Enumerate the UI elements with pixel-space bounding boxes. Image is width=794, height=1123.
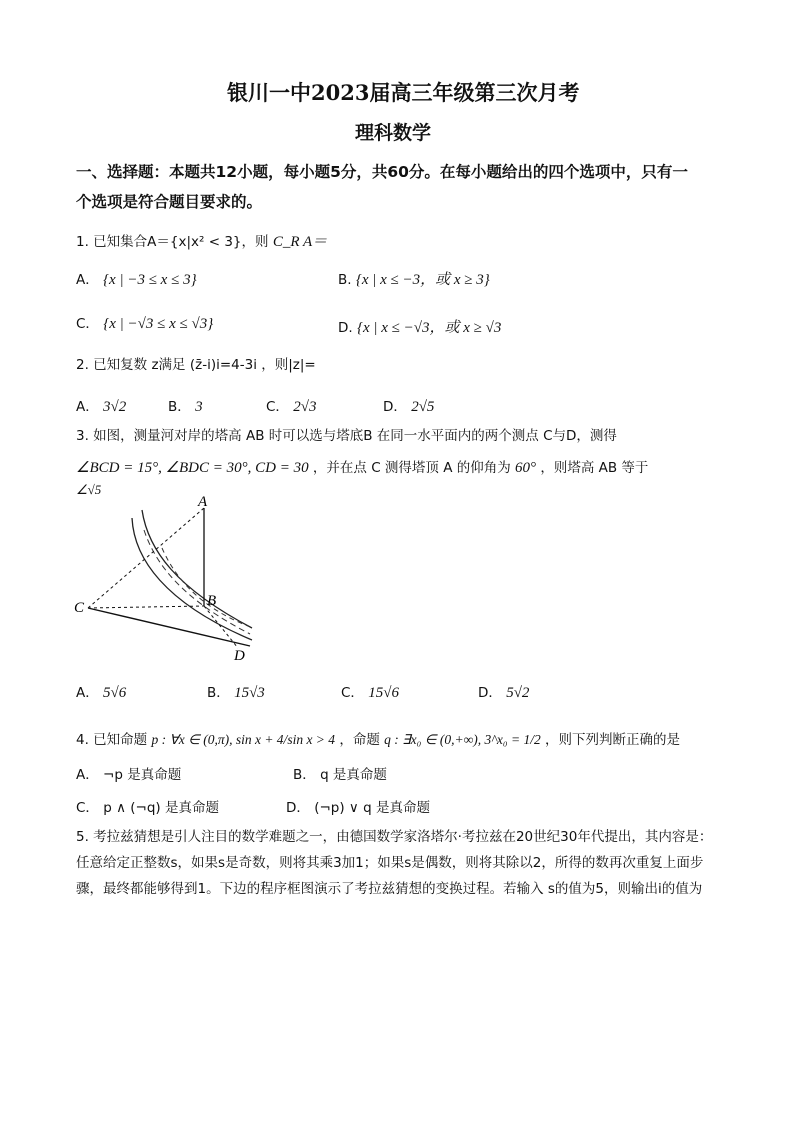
q4-proposition-q: q : ∃x₀ ∈ (0,+∞), 3^x₀ = 1/2 [384, 732, 541, 747]
q1-option-c [76, 312, 213, 333]
q1-stem-text: 1. 已知集合A＝{x|x² < 3}，则 [76, 234, 269, 250]
q1-complement-expr: C_R A＝ [272, 234, 328, 250]
q1-option-b-label: B. [338, 272, 352, 288]
q3-option-b-label: B． [207, 685, 230, 701]
q1-option-d-text: {x | x ≤ −√3，或 x ≥ √3 [356, 320, 502, 336]
q4-stem [76, 728, 680, 748]
q2-option-b-label: B． [168, 399, 191, 415]
q3-elevation-angle: 60° [515, 460, 537, 476]
q2-option-c-label: C． [266, 399, 289, 415]
q3-option-b-text: 15√3 [234, 685, 265, 701]
q1-option-b-text: {x | x ≤ −3，或 x ≥ 3} [355, 272, 490, 288]
q2-option-a-text: 3√2 [103, 399, 127, 415]
line-ca [88, 508, 204, 608]
q4-suffix: ，则下列判断正确的是 [545, 732, 680, 748]
q5-paragraph: 5. 考拉兹猜想是引人注目的数学难题之一，由德国数学家洛塔尔·考拉兹在20世纪30年代提出，其内容是：任意给定正整数s，如果s是奇数，则将其乘3加1；如果s是偶数，则将其除以2，所得的数再次重复上面步骤，最终都能够得到1。下边的程序框图演示了考拉兹猜想的变换过程。若输入 s的值为5，则输出i的值为 [76, 829, 713, 897]
q3-option-c-text: 15√6 [368, 685, 399, 701]
q2-option-b-text: 3 [195, 399, 203, 415]
q4-proposition-p: p : ∀x ∈ (0,π), sin x + 4/sin x > 4 [151, 732, 336, 747]
q4-option-d-label: D． [286, 800, 310, 816]
q4-middle: ，命题 [339, 732, 380, 748]
q3-line2-text: ，并在点 C 测得塔顶 A 的仰角为 [312, 460, 511, 476]
q2-option-a-label: A． [76, 399, 99, 415]
q3-residue-mark: ∠√5 [76, 482, 102, 497]
q2-option-c [266, 395, 316, 416]
q3-line2-end: ，则塔高 AB 等于 [540, 460, 649, 476]
q2-option-d-text: 2√5 [411, 399, 435, 415]
q1-option-a-label: A． [76, 272, 99, 288]
q2-option-d [383, 395, 434, 416]
label-c: C [74, 600, 85, 616]
q4-option-a [76, 763, 181, 783]
q3-option-c [341, 681, 399, 702]
q4-option-a-text: ¬p 是真命题 [103, 767, 182, 783]
label-a: A [198, 494, 208, 510]
section-heading-line1: 一、选择题：本题共12小题，每小题5分，共60分。在每小题给出的四个选项中，只有一 [76, 163, 688, 181]
q3-option-c-label: C． [341, 685, 364, 701]
line-cb [88, 606, 204, 608]
q4-option-c-text: p ∧ (¬q) 是真命题 [103, 800, 219, 816]
q4-option-d-text: (¬p) ∨ q 是真命题 [314, 800, 430, 816]
label-b: B [207, 593, 217, 609]
q3-line2 [76, 456, 648, 477]
q3-option-a-label: A． [76, 685, 99, 701]
q4-option-a-label: A． [76, 767, 99, 783]
q3-option-b [207, 681, 265, 702]
river-bank-inner [142, 510, 252, 628]
q2-option-b [168, 395, 203, 416]
q4-option-b-text: q 是真命题 [320, 767, 387, 783]
q4-option-c-label: C． [76, 800, 99, 816]
q4-prefix: 4. 已知命题 [76, 732, 148, 748]
q4-option-b-label: B． [293, 767, 316, 783]
q3-line1: 3. 如图，测量河对岸的塔高 AB 时可以选与塔底B 在同一水平面内的两个测点 C与D，测得 [76, 428, 617, 444]
q3-option-a [76, 681, 126, 702]
q1-option-b [338, 268, 490, 289]
q1-stem [76, 230, 327, 251]
q2-option-a [76, 395, 126, 416]
q3-option-d-text: 5√2 [506, 685, 530, 701]
q4-option-b [293, 763, 387, 783]
page-title: 银川一中2023届高三年级第三次月考 [227, 80, 580, 105]
q3-angles-expr: ∠BCD = 15°, ∠BDC = 30°, CD = 30 [76, 460, 309, 476]
q1-option-c-text: {x | −√3 ≤ x ≤ √3} [103, 316, 214, 332]
q1-option-a [76, 268, 197, 289]
q1-option-d-label: D. [338, 320, 353, 336]
q4-option-d [286, 796, 430, 816]
q4-option-c [76, 796, 219, 816]
q2-stem: 2. 已知复数 z满足 (z̄-i)i=4-3i ，则|z|= [76, 357, 316, 373]
q3-option-a-text: 5√6 [103, 685, 127, 701]
q1-option-d [338, 316, 501, 337]
section-heading-line2: 个选项是符合题目要求的。 [76, 193, 263, 211]
q2-option-d-label: D． [383, 399, 407, 415]
page-subtitle: 理科数学 [355, 122, 432, 144]
q1-option-a-text: {x | −3 ≤ x ≤ 3} [103, 272, 197, 288]
river-dashed-2 [162, 548, 248, 626]
q1-option-c-label: C． [76, 316, 99, 332]
q2-option-c-text: 2√3 [293, 399, 317, 415]
label-d: D [234, 648, 245, 664]
q3-tower-figure [72, 488, 272, 668]
q3-option-d-label: D． [478, 685, 502, 701]
q3-option-d [478, 681, 529, 702]
